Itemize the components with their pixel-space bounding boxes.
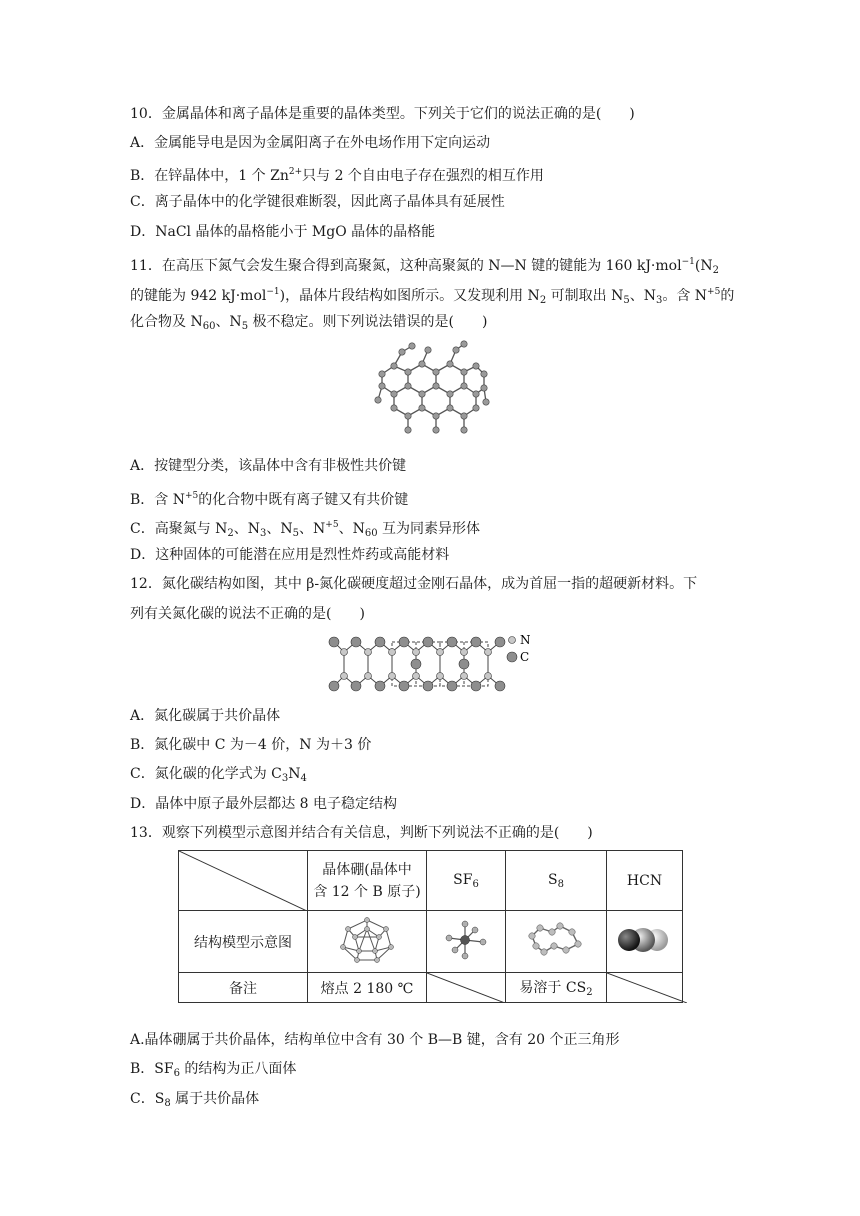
header-boron-crystal: 晶体硼(晶体中 含 12 个 B 原子) xyxy=(308,851,427,911)
q13-option-c: C．$S_8$ 属于共价晶体 xyxy=(130,1091,260,1109)
boron-icosahedron-model xyxy=(308,911,427,973)
q12-stem-line1: 12．氮化碳结构如图，其中 β-氮化碳硬度超过金刚石晶体，成为首屈一指的超硬新材料。下 xyxy=(130,576,698,592)
q11-stem-line3: 化合物及 $N_{60}$、$N_5$ 极不稳定。则下列说法错误的是( ) xyxy=(130,314,488,332)
q11-option-c: C．高聚氮与 $N_2$、$N_3$、$N_5$、$N^{+5}$、$N_{60}$ 互为同素异形体 xyxy=(130,520,481,539)
table-corner-cell xyxy=(179,851,308,911)
q12-option-c: C．氮化碳的化学式为 $C_3N_4$ xyxy=(130,766,307,784)
q10-option-d: D．NaCl 晶体的晶格能小于 MgO 晶体的晶格能 xyxy=(130,224,436,240)
q10-option-c: C．离子晶体中的化学键很难断裂，因此离子晶体具有延展性 xyxy=(130,194,505,210)
header-s8: $S_8$ xyxy=(506,851,607,911)
header-hcn: HCN xyxy=(607,851,683,911)
legend-c-label: C xyxy=(520,650,530,664)
legend-n-label: N xyxy=(520,633,531,647)
q13-structure-table xyxy=(178,850,683,1003)
q11-option-a: A．按键型分类，该晶体中含有非极性共价键 xyxy=(130,458,407,474)
q13-option-b: B．$SF_6$ 的结构为正八面体 xyxy=(130,1061,297,1079)
q11-stem-line2: 的键能为 942 kJ·mol$^{-1}$)，晶体片段结构如图所示。又发现利用 $N_2$ 可制取出 $N_5$、$N_3$。含 $N^{+5}$的 xyxy=(130,287,735,306)
boron-melting-point: 熔点 2 180 ℃ xyxy=(308,973,427,1003)
carbon-nitride-structure-figure xyxy=(326,630,536,692)
s8-solubility: 易溶于 $CS_2$ xyxy=(506,973,607,1003)
polymeric-nitrogen-structure-figure xyxy=(372,338,490,440)
q10-option-a: A．金属能导电是因为金属阳离子在外电场作用下定向运动 xyxy=(130,135,491,151)
hcn-space-filling-model xyxy=(607,911,683,973)
row-label-remark: 备注 xyxy=(179,973,308,1003)
q11-option-b: B．含 $N^{+5}$的化合物中既有离子键又有共价键 xyxy=(130,491,409,508)
q12-option-d: D．晶体中原子最外层都达 8 电子稳定结构 xyxy=(130,796,398,812)
header-sf6: $SF_6$ xyxy=(427,851,506,911)
q13-stem: 13．观察下列模型示意图并结合有关信息，判断下列说法不正确的是( ) xyxy=(130,825,593,841)
q13-option-a: A.晶体硼属于共价晶体，结构单位中含有 30 个 B—B 键，含有 20 个正三角形 xyxy=(130,1032,620,1048)
s8-ring-model xyxy=(506,911,607,973)
hcn-remark-empty xyxy=(607,973,683,1003)
q12-stem-line2: 列有关氮化碳的说法不正确的是( ) xyxy=(130,606,365,622)
sf6-remark-empty xyxy=(427,973,506,1003)
q11-option-d: D．这种固体的可能潜在应用是烈性炸药或高能材料 xyxy=(130,547,450,563)
q12-option-b: B．氮化碳中 C 为－4 价，N 为＋3 价 xyxy=(130,737,372,753)
q10-stem: 10．金属晶体和离子晶体是重要的晶体类型。下列关于它们的说法正确的是( ) xyxy=(130,106,635,122)
q12-option-a: A．氮化碳属于共价晶体 xyxy=(130,708,281,724)
sf6-octahedral-model xyxy=(427,911,506,973)
row-label-structure-model: 结构模型示意图 xyxy=(179,911,308,973)
q11-stem-line1: 11．在高压下氮气会发生聚合得到高聚氮，这种高聚氮的 N—N 键的键能为 160 $kJ\cdot mol^{-1}(N_2$ xyxy=(130,257,719,276)
q10-option-b: B．在锌晶体中，1 个 $Zn^{2+}$只与 2 个自由电子存在强烈的相互作用 xyxy=(130,167,544,184)
